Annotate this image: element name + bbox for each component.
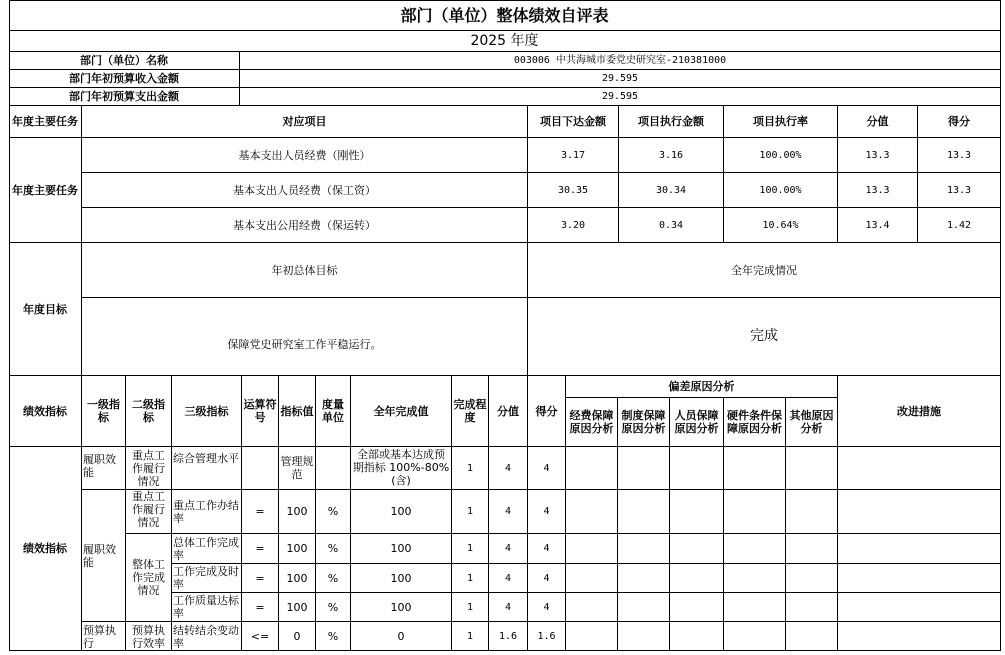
kpi-score-cell[interactable]: 4 (489, 447, 528, 490)
task-group-label: 年度主要任务 (9, 138, 82, 243)
col-exec-header: 项目执行金额 (619, 106, 724, 138)
dev-fund-header: 经费保障原因分析 (566, 398, 618, 447)
dev-staff-cell[interactable] (670, 593, 724, 622)
task-plan-amount[interactable]: 30.35 (528, 173, 619, 208)
income-label: 部门年初预算收入金额 (9, 70, 240, 88)
kpi-score-cell[interactable]: 4 (489, 564, 528, 593)
kpi-degree-header: 完成程度 (452, 376, 489, 447)
kpi-op-header: 运算符号 (242, 376, 279, 447)
kpi-score-cell[interactable]: 4 (489, 593, 528, 622)
task-got[interactable]: 1.42 (918, 208, 1001, 243)
kpi-l3-cell: 总体工作完成率 (172, 534, 242, 564)
kpi-l2-cell: 整体工作完成情况 (126, 534, 172, 622)
kpi-unit-cell: % (316, 490, 351, 534)
task-item-name[interactable]: 基本支出公用经费（保运转） (82, 208, 528, 243)
task-exec-amount[interactable]: 30.34 (619, 173, 724, 208)
col-plan-header: 项目下达金额 (528, 106, 619, 138)
col-item-header: 对应项目 (82, 106, 528, 138)
kpi-op-cell: = (242, 534, 279, 564)
kpi-got-header: 得分 (528, 376, 566, 447)
kpi-op-cell: = (242, 564, 279, 593)
kpi-op-cell: <= (242, 622, 279, 651)
kpi-label: 绩效指标 (9, 376, 82, 447)
dept-name-label: 部门（单位）名称 (9, 52, 240, 70)
dev-hardware-cell[interactable] (724, 534, 786, 564)
dev-staff-cell[interactable] (670, 490, 724, 534)
dev-hardware-header: 硬件条件保障原因分析 (724, 398, 786, 447)
kpi-l1-cell: 预算执行 (82, 622, 126, 651)
improve-header: 改进措施 (838, 376, 1001, 447)
dev-other-cell[interactable] (786, 564, 838, 593)
kpi-l3-cell: 工作完成及时率 (172, 564, 242, 593)
col-rate-header: 项目执行率 (724, 106, 838, 138)
dev-system-cell[interactable] (618, 564, 670, 593)
dev-staff-cell[interactable] (670, 622, 724, 651)
kpi-score-cell[interactable]: 1.6 (489, 622, 528, 651)
dev-hardware-cell[interactable] (724, 564, 786, 593)
dev-staff-cell[interactable] (670, 564, 724, 593)
income-value[interactable]: 29.595 (240, 70, 1001, 88)
kpi-target-header: 指标值 (279, 376, 316, 447)
kpi-got-cell[interactable]: 4 (528, 593, 566, 622)
kpi-op-cell: = (242, 490, 279, 534)
kpi-degree-cell[interactable]: 1 (452, 490, 489, 534)
dev-system-cell[interactable] (618, 447, 670, 490)
initial-goal-header: 年初总体目标 (82, 243, 528, 298)
task-item-name[interactable]: 基本支出人员经费（刚性） (82, 138, 528, 173)
kpi-group-label: 绩效指标 (9, 447, 82, 651)
completion-value[interactable]: 完成 (528, 298, 1001, 376)
kpi-l1-cell: 履职效能 (82, 490, 126, 622)
expense-value[interactable]: 29.595 (240, 88, 1001, 106)
kpi-l3-cell: 结转结余变动率 (172, 622, 242, 651)
kpi-op-cell (242, 447, 279, 490)
dev-other-cell[interactable] (786, 447, 838, 490)
kpi-actual-cell[interactable]: 100 (351, 593, 452, 622)
kpi-l3-cell: 重点工作办结率 (172, 490, 242, 534)
dev-fund-cell[interactable] (566, 447, 618, 490)
improve-cell[interactable] (838, 490, 1001, 534)
kpi-op-cell: = (242, 593, 279, 622)
kpi-got-cell[interactable]: 4 (528, 490, 566, 534)
kpi-unit-cell (316, 447, 351, 490)
kpi-l2-cell: 预算执行效率 (126, 622, 172, 651)
task-exec-amount[interactable]: 0.34 (619, 208, 724, 243)
kpi-degree-cell[interactable]: 1 (452, 534, 489, 564)
dev-system-header: 制度保障原因分析 (618, 398, 670, 447)
kpi-degree-cell[interactable]: 1 (452, 564, 489, 593)
improve-cell[interactable] (838, 622, 1001, 651)
kpi-score-cell[interactable]: 4 (489, 490, 528, 534)
goals-label: 年度目标 (9, 243, 82, 376)
kpi-target-cell[interactable]: 100 (279, 564, 316, 593)
kpi-target-cell[interactable]: 管理规范 (279, 447, 316, 490)
kpi-l2-cell: 重点工作履行情况 (126, 447, 172, 490)
kpi-actual-cell[interactable]: 全部或基本达成预期指标 100%-80%(含) (351, 447, 452, 490)
kpi-l3-cell: 综合管理水平 (172, 447, 242, 490)
kpi-unit-cell: % (316, 564, 351, 593)
kpi-l2-cell: 重点工作履行情况 (126, 490, 172, 534)
kpi-actual-cell[interactable]: 0 (351, 622, 452, 651)
kpi-target-cell[interactable]: 100 (279, 490, 316, 534)
improve-cell[interactable] (838, 447, 1001, 490)
kpi-l2-header: 二级指标 (126, 376, 172, 447)
improve-cell[interactable] (838, 564, 1001, 593)
dev-staff-cell[interactable] (670, 447, 724, 490)
kpi-l1-header: 一级指标 (82, 376, 126, 447)
dev-fund-cell[interactable] (566, 490, 618, 534)
kpi-actual-cell[interactable]: 100 (351, 564, 452, 593)
kpi-actual-cell[interactable]: 100 (351, 534, 452, 564)
kpi-degree-cell[interactable]: 1 (452, 593, 489, 622)
kpi-l1-cell: 履职效能 (82, 447, 126, 490)
kpi-unit-cell: % (316, 593, 351, 622)
kpi-score-header: 分值 (489, 376, 528, 447)
kpi-got-cell[interactable]: 4 (528, 564, 566, 593)
col-score-header: 分值 (838, 106, 918, 138)
improve-cell[interactable] (838, 534, 1001, 564)
dev-other-cell[interactable] (786, 490, 838, 534)
kpi-target-cell[interactable]: 0 (279, 622, 316, 651)
dev-other-cell[interactable] (786, 593, 838, 622)
dev-system-cell[interactable] (618, 534, 670, 564)
task-plan-amount[interactable]: 3.17 (528, 138, 619, 173)
dev-system-cell[interactable] (618, 593, 670, 622)
kpi-got-cell[interactable]: 4 (528, 534, 566, 564)
dev-hardware-cell[interactable] (724, 490, 786, 534)
completion-header: 全年完成情况 (528, 243, 1001, 298)
task-got[interactable]: 13.3 (918, 138, 1001, 173)
dev-staff-header: 人员保障原因分析 (670, 398, 724, 447)
dev-fund-cell[interactable] (566, 622, 618, 651)
kpi-degree-cell[interactable]: 1 (452, 622, 489, 651)
dev-other-header: 其他原因分析 (786, 398, 838, 447)
dev-fund-cell[interactable] (566, 593, 618, 622)
dev-hardware-cell[interactable] (724, 622, 786, 651)
kpi-target-cell[interactable]: 100 (279, 593, 316, 622)
dev-other-cell[interactable] (786, 534, 838, 564)
dept-name-value[interactable]: 003006 中共海城市委党史研究室-210381000 (240, 52, 1001, 70)
dev-other-cell[interactable] (786, 622, 838, 651)
task-item-name[interactable]: 基本支出人员经费（保工资） (82, 173, 528, 208)
kpi-unit-header: 度量单位 (316, 376, 351, 447)
kpi-l3-cell: 工作质量达标率 (172, 593, 242, 622)
dev-fund-cell[interactable] (566, 534, 618, 564)
task-score[interactable]: 13.3 (838, 138, 918, 173)
kpi-got-cell[interactable]: 4 (528, 447, 566, 490)
form-title: 部门（单位）整体绩效自评表 (9, 0, 1001, 31)
initial-goal-value[interactable]: 保障党史研究室工作平稳运行。 (82, 298, 528, 376)
form-year: 2025 年度 (9, 31, 1001, 52)
dev-hardware-cell[interactable] (724, 593, 786, 622)
kpi-target-cell[interactable]: 100 (279, 534, 316, 564)
dev-staff-cell[interactable] (670, 534, 724, 564)
deviation-header: 偏差原因分析 (566, 376, 838, 398)
task-got[interactable]: 13.3 (918, 173, 1001, 208)
expense-label: 部门年初预算支出金额 (9, 88, 240, 106)
kpi-unit-cell: % (316, 534, 351, 564)
task-score[interactable]: 13.4 (838, 208, 918, 243)
task-exec-rate[interactable]: 100.00% (724, 173, 838, 208)
col-got-header: 得分 (918, 106, 1001, 138)
kpi-score-cell[interactable]: 4 (489, 534, 528, 564)
kpi-l3-header: 三级指标 (172, 376, 242, 447)
dev-fund-cell[interactable] (566, 564, 618, 593)
improve-cell[interactable] (838, 593, 1001, 622)
kpi-unit-cell: % (316, 622, 351, 651)
task-exec-rate[interactable]: 100.00% (724, 138, 838, 173)
task-plan-amount[interactable]: 3.20 (528, 208, 619, 243)
dev-hardware-cell[interactable] (724, 447, 786, 490)
kpi-got-cell[interactable]: 1.6 (528, 622, 566, 651)
dev-system-cell[interactable] (618, 622, 670, 651)
task-exec-rate[interactable]: 10.64% (724, 208, 838, 243)
dev-system-cell[interactable] (618, 490, 670, 534)
kpi-actual-header: 全年完成值 (351, 376, 452, 447)
kpi-actual-cell[interactable]: 100 (351, 490, 452, 534)
task-score[interactable]: 13.3 (838, 173, 918, 208)
task-exec-amount[interactable]: 3.16 (619, 138, 724, 173)
col-task-header: 年度主要任务 (9, 106, 82, 138)
kpi-degree-cell[interactable]: 1 (452, 447, 489, 490)
